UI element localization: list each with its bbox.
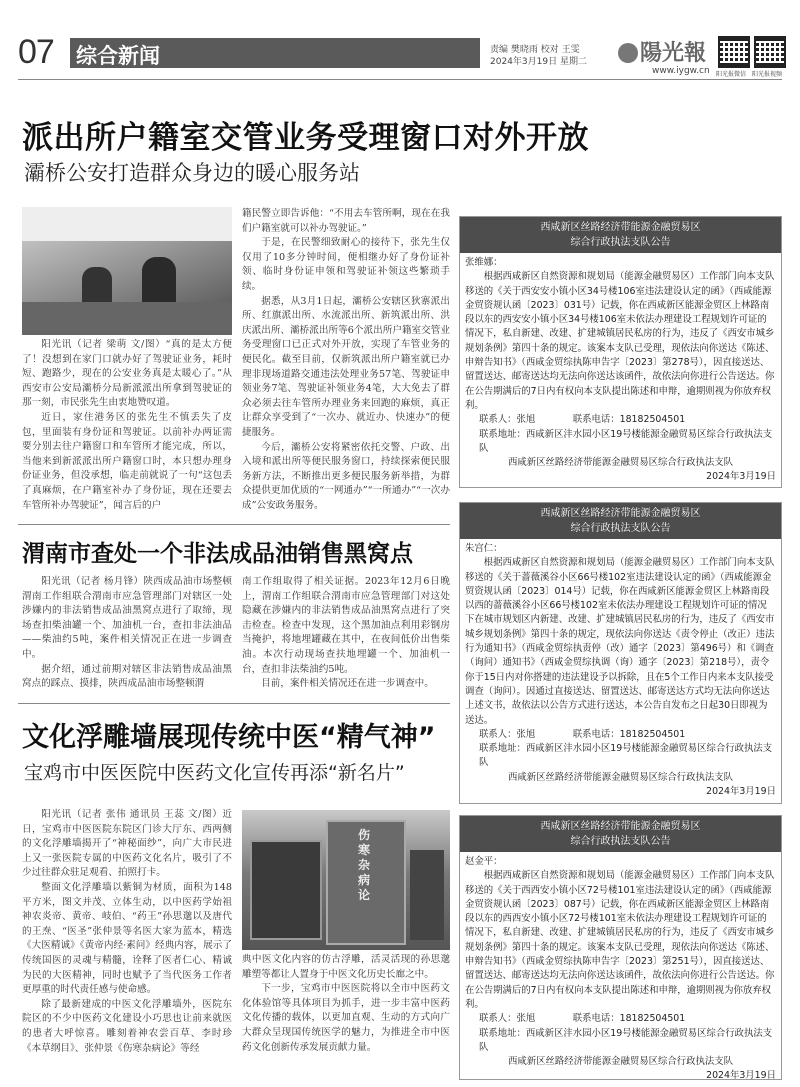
divider-1 <box>18 524 450 525</box>
article1-column1: 阳光讯（记者 梁萌 文/图）“真的是太方便了！没想到在家门口就办好了驾驶证业务，耗时短、跑路少，现在的公安业务真是太暖心了。”从西安市公安局灞桥分局新派派出所拿到驾驶证的那一刻，市民张先生由衷地赞叹道。 近日，家住港务区的张先生不慎丢失了皮包，里面装有身份证和驾驶证。以前补办两证需要分别去往户籍窗口和车管所才能完成，所以，当他来到新派派出所户籍窗口时，本只想办理身份证业务，但没承想，临走前就说了一句“这包丢了真麻烦，在户籍室补办了身份证，现在还要去车管所补办驾驶证”，闻言后的户 <box>22 339 232 511</box>
article2-column2: 南工作组取得了相关证据。2023年12月6日晚上，渭南工作组联合渭南市应急管理部门对这处隐藏在涉嫌内的非法销售成品油黑窝点进行了突击检查。检查中发现，这个黑加油点利用彩钢房当掩护，将地埋罐藏在其中，在夜间低价出售柴油。本次行动现场查扶地埋罐一个、加油机一台，查扣非法柴油约5吨。 目前，案件相关情况还在进一步调查中。 <box>242 576 450 690</box>
notice-2 <box>459 502 782 804</box>
logo-text: 陽光報 <box>640 40 707 66</box>
notice-1-header: 西咸新区丝路经济带能源金融贸易区 综合行政执法支队公告 <box>460 217 781 253</box>
notice-1-address: 联系地址：西咸新区沣水园小区19号楼能源金融贸易区综合行政执法支队 <box>479 428 773 454</box>
notice-3-address: 联系地址：西咸新区沣水园小区19号楼能源金融贸易区综合行政执法支队 <box>479 1027 773 1053</box>
notice-1 <box>459 216 782 488</box>
article2-title: 渭南市查处一个非法成品油销售黑窝点 <box>22 541 413 567</box>
page-header <box>0 0 800 78</box>
article3-column1: 阳光讯（记者 张伟 通讯员 王蕊 文/图）近日，宝鸡市中医医院东院区门诊大厅东、西两侧的文化浮雕墙揭开了“神秘面纱”，向广大市民进上又一张医院专属的中医药文化名片，吸引了不少过往群众驻足观看、拍照打卡。 整面文化浮雕墙以紫铜为材质，面积为148平方米，图文并茂、立体生动，以中医药学始祖神农炎帝、黄帝、岐伯、“药王”孙思邈以及唐代的王焘、“医圣”张仲景等名医大家为蓝本，精选《大医精诚》《黄帝内经·素问》经典内容，展示了传统国医的灵魂与精髓，诠释了医者仁心、精诚为民的大医精神，同时也赋予了当代医务工作者更厚重的时代责任感与使命感。 除了最新建成的中医文化浮雕墙外，医院东院区的不少中医药文化建设小巧思也让前来就医的患者大呼惊喜。雕刻着神农尝百草、李时珍《本草纲目》、张仲景《伤寒杂病论》等经 <box>22 809 232 1054</box>
notice-2-recipient: 朱宫仁： <box>465 543 503 554</box>
article1-column2: 籍民警立即告诉他：“不用去车管所啊，现在在我们户籍室就可以补办驾驶证。” 于是，在民警细致耐心的接待下，张先生仅仅用了10多分钟时间，便相继办好了身份证补领、临时身份证申领和驾驶证补领这些繁琐手续。 据悉，从3月1日起，灞桥公安辖区狄寨派出所、红旗派出所、水流派出所、新筑派出所、洪庆派出所、灞桥派出所等6个派出所户籍室交管业务受理窗口已正式对外开放，实现了车管业务的便民化。截至目前，仅新筑派出所户籍室就已办理非现场道路交通违法处理业务57笔、驾驶证申领业务7笔、驾驶证补领业务4笔，大大免去了群众必须去往车管所办理业务来回跑的麻烦，真正让群众享受到了“一次办、就近办、快速办”的便捷服务。 今后，灞桥公安将紧密依托交警、户政、出入境和派出所等便民服务窗口，持续探索便民服务新方法，不断推出更多便民服务新举措，为群众提供更加优质的“一网通办”“一所通办”“一次办成”公安政务服务。 <box>242 208 450 511</box>
article2-column1: 阳光讯（记者 杨月锋）陕西成品油市场整顿渭南工作组联合渭南市应急管理部门对辖区一处涉嫌内的非法销售成品油黑窝点进行了取缔，现场查扣柴油罐一个、加油机一台，查扣非法油品——柴油约5吨，案件相关情况正在进一步调查中。 据介绍，通过前期对辖区非法销售成品油黑窝点的踩点、摸排，陕西成品油市场整顿渭 <box>22 576 232 690</box>
notice-3-date: 2024年3月19日 <box>706 1070 776 1082</box>
article1-photo <box>22 207 232 335</box>
editor-info <box>490 44 587 68</box>
notice-1-issuer: 西咸新区丝路经济带能源金融贸易区综合行政执法支队 <box>507 457 733 469</box>
notice-3-recipient: 赵金平： <box>465 856 503 867</box>
notice-3-issuer: 西咸新区丝路经济带能源金融贸易区综合行政执法支队 <box>507 1056 733 1068</box>
notice-2-contact: 联系人：张旭 联系电话：18182504501 <box>479 728 686 740</box>
notice-2-issuer: 西咸新区丝路经济带能源金融贸易区综合行政执法支队 <box>507 771 733 783</box>
notice-1-date: 2024年3月19日 <box>706 471 776 483</box>
issue-date: 2024年3月19日 星期二 <box>490 57 587 67</box>
wechat-qr-icon[interactable] <box>718 36 750 68</box>
video-qr-icon[interactable] <box>754 36 786 68</box>
article3-column2: 典中医文化内容的仿古浮雕，活灵活现的孙思邈雕塑等都让人置身于中医文化历史长廊之中。 下一步，宝鸡市中医医院将以全市中医药文化体验馆等具体项目为抓手，进一步丰富中医药文化传播的载体，以更加直观、生动的方式向广大群众呈现国传统医学的魅力，为推进全市中医药文化创新传承发展贡献力量。 <box>242 954 450 1053</box>
notice-2-date: 2024年3月19日 <box>706 786 776 798</box>
article3-subtitle: 宝鸡市中医医院中医药文化宣传再添“新名片” <box>24 762 405 784</box>
notice-1-recipient: 张维娜： <box>465 257 503 268</box>
notice-3 <box>459 815 782 1080</box>
newspaper-logo <box>618 36 706 67</box>
article1-subtitle: 灞桥公安打造群众身边的暖心服务站 <box>24 161 360 185</box>
section-title: 综合新闻 <box>70 38 480 68</box>
editor-line: 责编 樊晓雨 校对 王雯 <box>490 45 580 55</box>
qr2-caption: 阳光报视频 <box>752 71 783 78</box>
article3-title: 文化浮雕墙展现传统中医“精气神” <box>22 722 436 753</box>
qr1-caption: 阳光报微信 <box>716 71 747 78</box>
website[interactable]: www.iygw.cn <box>652 66 710 76</box>
notice-1-body: 根据西咸新区自然资源和规划局（能源金融贸易区）工作部门向本支队移送的《关于西安安小镇小区34号楼106室违法建设认定的函》（西咸能源金贸资规认函〔2023〕031号）记载，你在西咸新区能源金贸区上林路南段以东的西安安小镇小区34号楼106室未依法办理建设工程规划许可证的情况下，私自新建、改建、扩建城镇居民私房的行为，违反了《西安市城乡规划条例》第四十条的规定。该案本支队已受理，现依法向你送达《陈述、申辩告知书》（西咸金贸综执陈申告字〔2023〕第278号），因直接送达、留置送达、邮寄送达均无法向你送达该函件，故依法向你进行公告送达。你在公告期满后的7日内有权向本支队提出陈述和申辩，逾期则视为你放弃权利。 <box>465 271 775 411</box>
notice-3-body: 根据西咸新区自然资源和规划局（能源金融贸易区）工作部门向本支队移送的《关于西西安小镇小区72号楼101室违法建设认定的函》（西咸能源金贸资规认函〔2023〕087号）记载，你在西咸新区能源金贸区上林路南段以东的西西安小镇小区72号楼101室未依法办理建设工程规划许可证的情况下，私自新建、改建、扩建城镇居民私房的行为，违反了《西安市城乡规划条例》第四十条的规定。该案本支队已受理，现依法向你送达《陈述、申辩告知书》（西咸金贸综执陈申告字〔2023〕第251号），因直接送达、留置送达、邮寄送达均无法向你送达该函件，故依法向你进行公告送达。你在公告期满后的7日内有权向本支队提出陈述和申辩，逾期则视为你放弃权利。 <box>465 870 775 1010</box>
divider-2 <box>18 703 450 704</box>
notice-3-header: 西咸新区丝路经济带能源金融贸易区 综合行政执法支队公告 <box>460 816 781 852</box>
sun-icon <box>618 43 638 63</box>
notice-2-address: 联系地址：西咸新区沣水园小区19号楼能源金融贸易区综合行政执法支队 <box>479 743 773 769</box>
notice-3-contact: 联系人：张旭 联系电话：18182504501 <box>479 1013 686 1025</box>
article1-title: 派出所户籍室交管业务受理窗口对外开放 <box>22 120 589 156</box>
notice-2-header: 西咸新区丝路经济带能源金融贸易区 综合行政执法支队公告 <box>460 503 781 539</box>
notice-2-body: 根据西咸新区自然资源和规划局（能源金融贸易区）工作部门向本支队移送的《关于蔷薇溪谷小区66号楼102室违法建设认定的函》（西咸能源金贸资规认函〔2023〕014号）记载，你在西咸新区能源金贸区上林路南段以西的蔷薇溪谷小区66号楼102室未依法办理建设工程规划许可证的情况下在城市规划区内新建、改建、扩建城镇居民私房的行为，违反了《西安市城乡规划条例》第四十条的规定，现依法向你送达《责令停止（改正）违法行为通知书》（西咸金贸综执责停（改）通字〔2023〕第496号）和《调查（询问）通知书》（西咸金贸综执调（询）通字〔2023〕第218号），责令你于15日内对你搭建的违法建设予以拆除，且在5个工作日内来本支队接受调查（询问）。因通过直接送达、留置送达、邮寄送达方式均无法向你送达上述文书，故依法以公告方式进行送达，本公告自发布之日起30日即视为送达。 <box>465 557 775 726</box>
notice-1-contact: 联系人：张旭 联系电话：18182504501 <box>479 414 686 426</box>
header-divider <box>18 79 782 80</box>
page-number: 07 <box>18 33 54 71</box>
article3-photo <box>242 810 450 950</box>
relief-inscription: 伤寒杂病论 <box>358 828 371 902</box>
